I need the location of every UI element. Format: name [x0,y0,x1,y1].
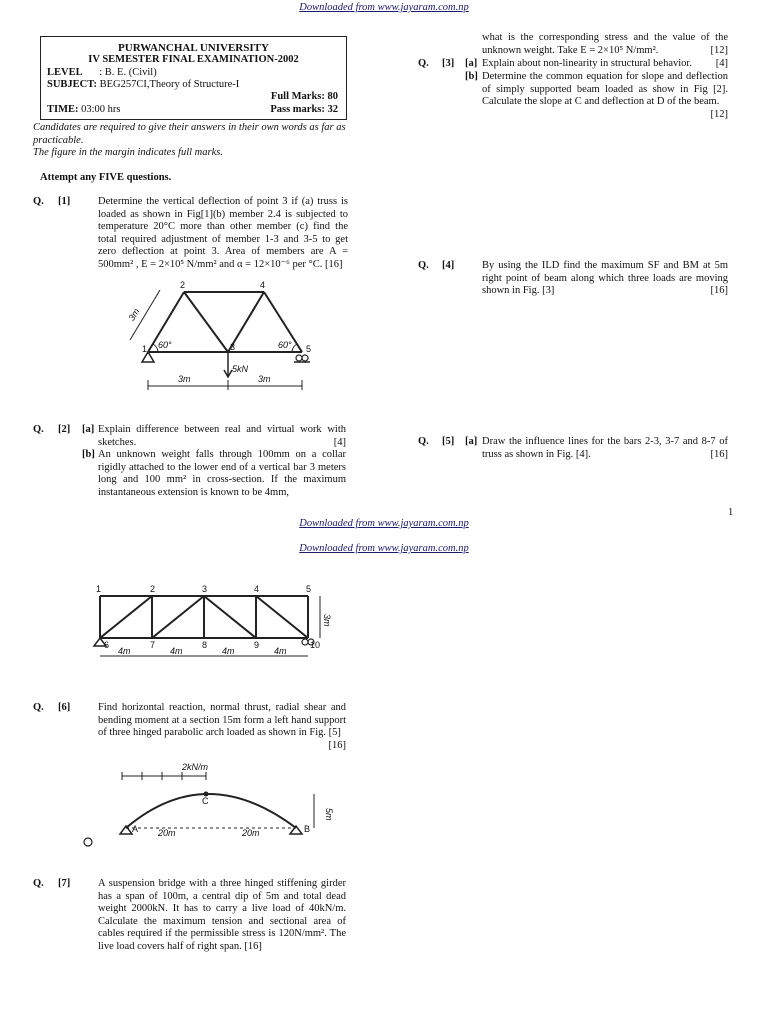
q2b-label: [b] [82,449,95,460]
q6-number: [6] [58,702,71,713]
q1-number: [1] [58,196,71,207]
q3b-marks: [12] [710,108,728,120]
source-link-top[interactable]: Downloaded from www.jayaram.com.np [299,2,469,13]
full-marks: Full Marks: 80 [270,91,338,102]
figure-5-arch [78,762,340,852]
level-line [47,67,157,80]
q2a-body: Explain difference between real and virtual work with sketches. [98,424,346,448]
diagonal-6-2 [100,596,152,638]
diagonal-7-3 [152,596,204,638]
q7-body: A suspension bridge with a three hinged stiffening girder has a span of 100m, a central dip of 5m and total dead weight 2000kN. It has to carry a live load of 40kN/m. Calculate the maximum tension and sectional area of cables required if the permissible stress is 120N/mm². The live load covers half of right span. [98,878,346,952]
q1-body: Determine the vertical deflection of point 3 if (a) truss is loaded as shown in Fig[1](b) member 2.4 is subjected to temperature 20°C more than other member (c) find the total required adjustment of member 1-3 and 3-5 to get zero deflection at point 3. Area of members are A = 500mm² , E = 2×10⁵ N/mm² and α = 12×10⁻⁶ per °C. [98,196,348,270]
q5-number: [5] [442,436,455,447]
margin-mark-icon [84,838,92,846]
q7-marks: [16] [244,940,262,952]
node-label-4: 4 [254,584,260,594]
q3b-body: Determine the common equation for slope and deflection of simply supported beam loaded as show in Fig [2]. Calculate the slope at C and deflection at D of the beam. [482,71,728,108]
left-hinge-support-icon [120,826,132,834]
q3a-marks: [4] [715,58,728,69]
q4-text [482,260,728,298]
university-name: PURWANCHAL UNIVERSITY [118,42,269,54]
span-right-label: 3m [258,374,271,384]
page-number: 1 [728,507,734,518]
span-right-label: 20m [242,828,260,838]
q2a-label: [a] [82,424,95,435]
q1-marks: [16] [324,258,343,270]
height-label: 3m [322,614,332,627]
arch-curve [126,794,296,828]
q3a-body: Explain about non-linearity in structural behavior. [482,58,692,69]
q3-number: [3] [442,58,455,69]
roller-support-icon [302,639,308,645]
node-label-1: 1 [96,584,102,594]
udl-label: 2kN/m [182,762,209,772]
rise-label: 5m [324,808,334,821]
figure-1-truss [118,278,328,390]
q3-label: Q. [418,58,429,69]
q7-label: Q. [33,878,44,889]
panel-label-1: 4m [118,646,131,656]
attempt-instruction: Attempt any FIVE questions. [40,172,172,183]
source-link-bottom[interactable]: Downloaded from www.jayaram.com.np [299,518,469,529]
q2b-text: An unknown weight falls through 100mm on a collar rigidly attached to the lower end of a vertical bar 3 meters long and 100 mm² in cross-section. If the maximum instantaneous extension is known to be 4mm, [98,449,346,498]
instruction-1: Candidates are required to give their answers in their own words as far as practicable. [33,122,346,146]
q5-label: Q. [418,436,429,447]
angle-right-label: 60° [278,340,292,350]
q2a-text [98,424,346,449]
level-label: LEVEL [47,67,83,78]
member-length-label: 3m [126,306,142,323]
q2b-continuation [482,32,728,57]
support-a-label: A [132,824,139,834]
instruction-2: The figure in the margin indicates full marks. [33,147,223,158]
q6-text [98,702,346,752]
time-value: 03:00 hrs [81,104,121,115]
diagonal-3-9 [204,596,256,638]
q6-marks: [16] [328,739,346,751]
node-label-5: 5 [306,344,312,354]
time-line [47,104,121,117]
node-label-5: 5 [306,584,312,594]
exam-header-box [40,36,347,120]
q3b-label: [b] [465,71,478,82]
q1-text [98,196,348,272]
angle-left-label: 60° [158,340,172,350]
right-hinge-support-icon [290,826,302,834]
q6-body: Find horizontal reaction, normal thrust, radial shear and bending moment at a section 15m form a left hand support of three hinged parabolic arch loaded as shown in Fig. [5] [98,702,346,739]
q6-label: Q. [33,702,44,713]
time-label: TIME: [47,104,79,115]
diagonal-4-10 [256,596,308,638]
subject-label: SUBJECT: [47,79,97,90]
member-2-3 [184,292,228,352]
node-label-10: 10 [310,640,321,650]
subject-value: BEG257CI,Theory of Structure-I [99,79,240,90]
node-label-6: 6 [104,640,110,650]
panel-label-2: 4m [170,646,183,656]
q2b-marks: [12] [710,44,728,56]
q7-text [98,878,346,954]
q7-number: [7] [58,878,71,889]
level-value: : B. E. (Civil) [99,67,157,78]
node-label-2: 2 [150,584,156,594]
pass-marks: Pass marks: 32 [270,104,338,115]
q4-marks: [16] [710,285,728,297]
q3a-text [482,58,728,71]
figure-4-truss [80,582,340,666]
exam-title: IV SEMESTER FINAL EXAMINATION-2002 [88,54,299,65]
q1-label: Q. [33,196,44,207]
load-label: 5kN [232,364,249,374]
node-label-4: 4 [260,280,266,290]
q3b-text [482,71,728,121]
support-b-label: B [304,824,311,834]
q4-body: By using the ILD find the maximum SF and BM at 5m right point of beam along which three loads are moving shown in Fig. [3] [482,260,728,297]
node-label-1: 1 [142,344,148,354]
q2-label: Q. [33,424,44,435]
span-left-label: 3m [178,374,191,384]
crown-c-label: C [202,796,209,806]
roller-support-icon [296,355,302,361]
node-label-7: 7 [150,640,156,650]
q2-number: [2] [58,424,71,435]
q5a-text [482,436,728,461]
panel-label-3: 4m [222,646,235,656]
q2b-cont-body: what is the corresponding stress and the value of the unknown weight. Take E = 2×10⁵ N/mm². [482,32,728,56]
q5a-marks: [16] [710,448,728,460]
node-label-8: 8 [202,640,208,650]
subject-line [47,79,239,92]
node-label-2: 2 [180,280,186,290]
q4-number: [4] [442,260,455,271]
source-link-page2[interactable]: Downloaded from www.jayaram.com.np [299,543,469,554]
node-label-9: 9 [254,640,260,650]
panel-label-4: 4m [274,646,287,656]
span-left-label: 20m [158,828,176,838]
node-label-3: 3 [202,584,208,594]
q5a-body: Draw the influence lines for the bars 2-3, 3-7 and 8-7 of truss as shown in Fig. [4]. [482,436,728,460]
q4-label: Q. [418,260,429,271]
node-label-3: 3 [230,342,236,352]
q5a-label: [a] [465,436,478,447]
q3a-label: [a] [465,58,478,69]
q2a-marks: [4] [333,436,346,448]
